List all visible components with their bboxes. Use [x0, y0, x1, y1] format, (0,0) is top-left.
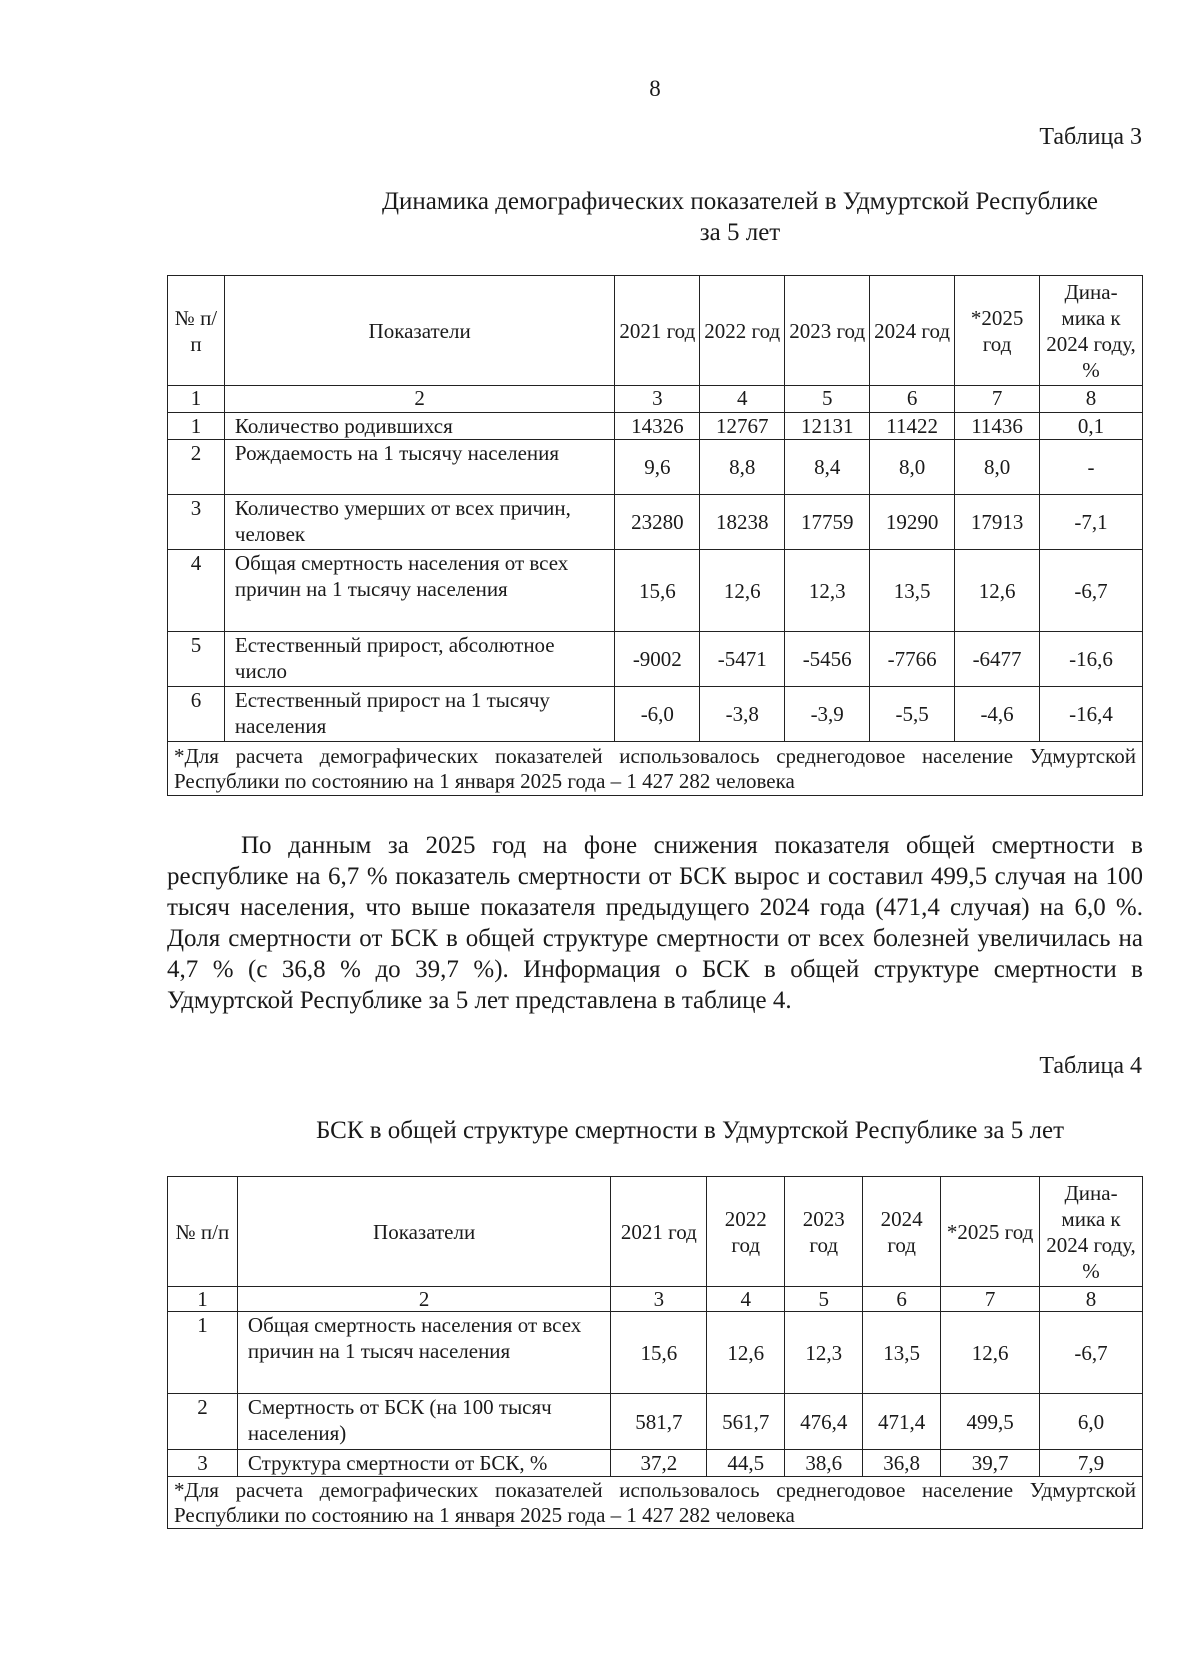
column-number-cell: 7: [955, 386, 1040, 413]
value-cell: 12,3: [785, 550, 870, 632]
indicator-name-cell: Структура смертности от БСК, %: [237, 1450, 610, 1477]
row-number-cell: 6: [168, 687, 225, 742]
column-number-cell: 6: [863, 1287, 941, 1312]
indicator-name-cell: Количество умерших от всех причин, человек: [224, 495, 614, 550]
indicator-name-cell: Общая смертность населения от всех причин на 1 тысячу населения: [224, 550, 614, 632]
value-cell: 6,0: [1040, 1394, 1143, 1450]
table-4-header-cell: 2022 год: [707, 1177, 785, 1287]
page-number: 8: [649, 76, 661, 101]
value-cell: 12,6: [955, 550, 1040, 632]
table-4-header-cell: Дина-мика к 2024 году, %: [1040, 1177, 1143, 1287]
table-3-footnote-row: [168, 742, 1143, 796]
value-cell: 8,8: [700, 440, 785, 495]
table-row: [168, 550, 1143, 632]
table-4-header-cell: 2024 год: [863, 1177, 941, 1287]
table-3-header-cell: Дина-мика к 2024 году, %: [1040, 276, 1143, 386]
table-3-header-cell: Показатели: [224, 276, 614, 386]
value-cell: 12,3: [785, 1312, 863, 1394]
value-cell: 7,9: [1040, 1450, 1143, 1477]
value-cell: 13,5: [863, 1312, 941, 1394]
value-cell: 12,6: [707, 1312, 785, 1394]
column-number-cell: 1: [168, 1287, 238, 1312]
value-cell: -7,1: [1040, 495, 1143, 550]
table-4: [167, 1176, 1143, 1529]
table-3-title-line-2: за 5 лет: [699, 219, 781, 246]
table-3-column-number-row: [168, 386, 1143, 413]
value-cell: -7766: [870, 632, 955, 687]
value-cell: -5456: [785, 632, 870, 687]
value-cell: -3,8: [700, 687, 785, 742]
row-number-cell: 2: [168, 440, 225, 495]
value-cell: -16,4: [1040, 687, 1143, 742]
value-cell: 9,6: [615, 440, 700, 495]
value-cell: -6,0: [615, 687, 700, 742]
table-3-title: [190, 186, 1200, 248]
value-cell: 11436: [955, 413, 1040, 440]
value-cell: -9002: [615, 632, 700, 687]
table-row: [168, 1450, 1143, 1477]
indicator-name-cell: Смертность от БСК (на 100 тысяч населения): [237, 1394, 610, 1450]
table-3-header-cell: 2023 год: [785, 276, 870, 386]
table-3-footnote: *Для расчета демографических показателей использовалось среднегодовое население Удмуртской Республики по состоянию на 1 января 2025 года – 1 427 282 человека: [168, 742, 1143, 796]
column-number-cell: 4: [700, 386, 785, 413]
row-number-cell: 5: [168, 632, 225, 687]
column-number-cell: 3: [611, 1287, 707, 1312]
value-cell: 12,6: [700, 550, 785, 632]
value-cell: 8,0: [870, 440, 955, 495]
table-4-footnote: *Для расчета демографических показателей использовалось среднегодовое население Удмуртской Республики по состоянию на 1 января 2025 года – 1 427 282 человека: [168, 1477, 1143, 1529]
value-cell: 0,1: [1040, 413, 1143, 440]
column-number-cell: 8: [1040, 1287, 1143, 1312]
table-row: [168, 495, 1143, 550]
value-cell: 471,4: [863, 1394, 941, 1450]
value-cell: 12131: [785, 413, 870, 440]
column-number-cell: 2: [237, 1287, 610, 1312]
value-cell: 11422: [870, 413, 955, 440]
value-cell: 38,6: [785, 1450, 863, 1477]
value-cell: 13,5: [870, 550, 955, 632]
table-3-header-cell: 2022 год: [700, 276, 785, 386]
value-cell: -5,5: [870, 687, 955, 742]
value-cell: 8,4: [785, 440, 870, 495]
value-cell: -6,7: [1040, 550, 1143, 632]
table-3-header-cell: *2025 год: [955, 276, 1040, 386]
table-row: [168, 413, 1143, 440]
table-4-header-row: [168, 1177, 1143, 1287]
value-cell: 15,6: [615, 550, 700, 632]
value-cell: 499,5: [941, 1394, 1040, 1450]
indicator-name-cell: Рождаемость на 1 тысячу населения: [224, 440, 614, 495]
value-cell: -5471: [700, 632, 785, 687]
table-4-title: БСК в общей структуре смертности в Удмуртской Республике за 5 лет: [315, 1117, 1065, 1144]
table-3-header-cell: 2024 год: [870, 276, 955, 386]
table-3-title-line-1: Динамика демографических показателей в Удмуртской Республике: [381, 188, 1099, 215]
table-4-column-number-row: [168, 1287, 1143, 1312]
value-cell: 12,6: [941, 1312, 1040, 1394]
value-cell: -4,6: [955, 687, 1040, 742]
row-number-cell: 4: [168, 550, 225, 632]
value-cell: 14326: [615, 413, 700, 440]
value-cell: -: [1040, 440, 1143, 495]
column-number-cell: 2: [224, 386, 614, 413]
value-cell: 15,6: [611, 1312, 707, 1394]
table-row: [168, 1312, 1143, 1394]
value-cell: -3,9: [785, 687, 870, 742]
table-4-header-cell: 2021 год: [611, 1177, 707, 1287]
value-cell: 561,7: [707, 1394, 785, 1450]
value-cell: 39,7: [941, 1450, 1040, 1477]
value-cell: -6,7: [1040, 1312, 1143, 1394]
table-3: [167, 275, 1143, 796]
table-4-label: Таблица 4: [1039, 1053, 1142, 1079]
value-cell: 12767: [700, 413, 785, 440]
row-number-cell: 3: [168, 1450, 238, 1477]
table-4-footnote-row: [168, 1477, 1143, 1529]
table-row: [168, 687, 1143, 742]
value-cell: 17759: [785, 495, 870, 550]
row-number-cell: 3: [168, 495, 225, 550]
value-cell: 44,5: [707, 1450, 785, 1477]
table-row: [168, 440, 1143, 495]
column-number-cell: 4: [707, 1287, 785, 1312]
value-cell: 17913: [955, 495, 1040, 550]
column-number-cell: 1: [168, 386, 225, 413]
table-3-header-row: [168, 276, 1143, 386]
row-number-cell: 2: [168, 1394, 238, 1450]
indicator-name-cell: Естественный прирост, абсолютное число: [224, 632, 614, 687]
indicator-name-cell: Количество родившихся: [224, 413, 614, 440]
column-number-cell: 6: [870, 386, 955, 413]
column-number-cell: 5: [785, 1287, 863, 1312]
table-4-header-cell: *2025 год: [941, 1177, 1040, 1287]
value-cell: 19290: [870, 495, 955, 550]
column-number-cell: 7: [941, 1287, 1040, 1312]
row-number-cell: 1: [168, 1312, 238, 1394]
value-cell: 581,7: [611, 1394, 707, 1450]
indicator-name-cell: Естественный прирост на 1 тысячу населения: [224, 687, 614, 742]
value-cell: 23280: [615, 495, 700, 550]
column-number-cell: 3: [615, 386, 700, 413]
table-row: [168, 632, 1143, 687]
value-cell: 36,8: [863, 1450, 941, 1477]
value-cell: 18238: [700, 495, 785, 550]
body-paragraph: По данным за 2025 год на фоне снижения показателя общей смертности в республике на 6,7 % показатель смертности от БСК вырос и составил 499,5 случая на 100 тысяч населения, что выше показателя предыдущего 2024 года (471,4 случая) на 6,0 %. Доля смертности от БСК в общей структуре смертности от всех болезней увеличилась на 4,7 % (с 36,8 % до 39,7 %). Информация о БСК в общей структуре смертности в Удмуртской Республике за 5 лет представлена в таблице 4.: [167, 832, 1143, 1014]
row-number-cell: 1: [168, 413, 225, 440]
value-cell: 8,0: [955, 440, 1040, 495]
table-4-header-cell: № п/п: [168, 1177, 238, 1287]
table-row: [168, 1394, 1143, 1450]
table-4-header-cell: 2023 год: [785, 1177, 863, 1287]
column-number-cell: 5: [785, 386, 870, 413]
table-4-header-cell: Показатели: [237, 1177, 610, 1287]
value-cell: -16,6: [1040, 632, 1143, 687]
value-cell: -6477: [955, 632, 1040, 687]
indicator-name-cell: Общая смертность населения от всех причин на 1 тысяч населения: [237, 1312, 610, 1394]
table-3-header-cell: № п/п: [168, 276, 225, 386]
column-number-cell: 8: [1040, 386, 1143, 413]
table-3-header-cell: 2021 год: [615, 276, 700, 386]
table-3-label: Таблица 3: [1039, 124, 1142, 150]
value-cell: 476,4: [785, 1394, 863, 1450]
value-cell: 37,2: [611, 1450, 707, 1477]
